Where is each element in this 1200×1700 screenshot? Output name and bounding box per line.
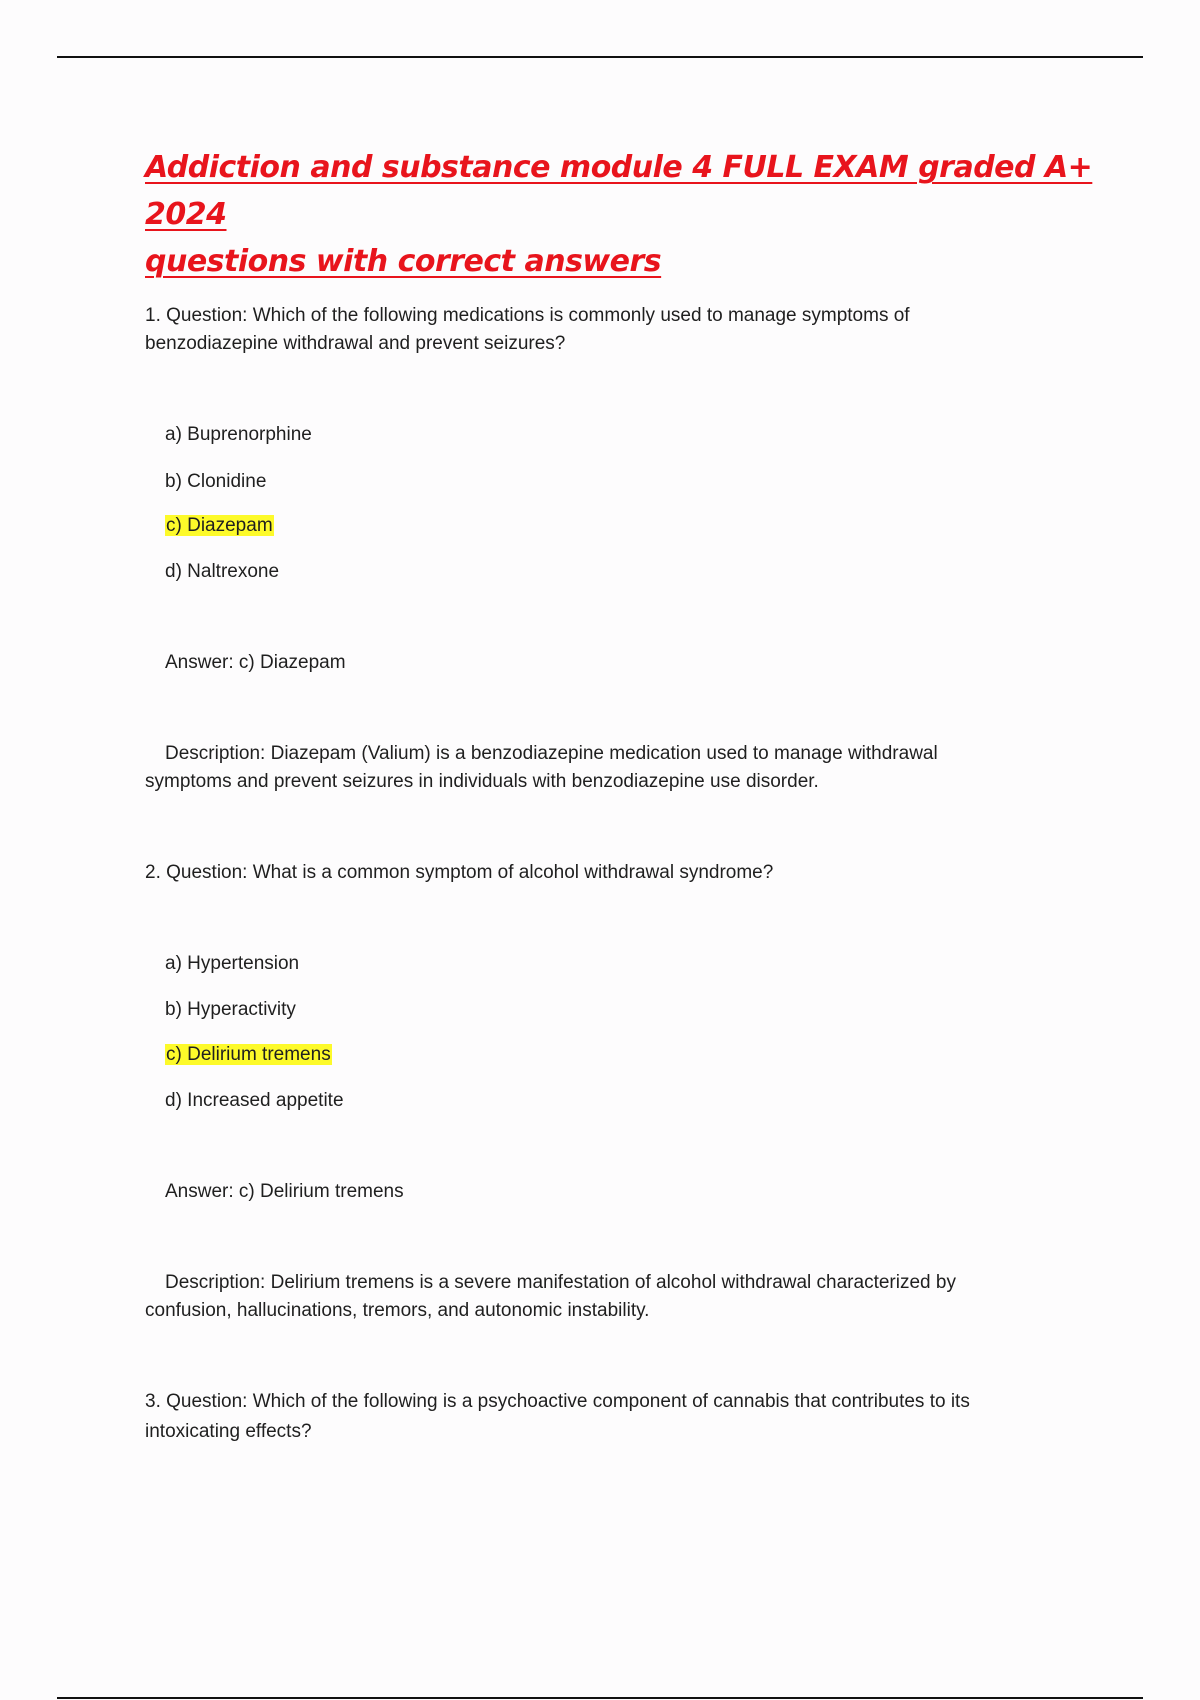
- question-2-option-d: d) Increased appetite: [165, 1090, 344, 1111]
- question-1-option-c: [165, 512, 274, 540]
- question-1-option-a: a) Buprenorphine: [165, 424, 312, 445]
- bottom-rule: [57, 1697, 1143, 1699]
- top-rule: [57, 56, 1143, 58]
- document-title: [145, 144, 1105, 285]
- question-2-description-line-2: confusion, hallucinations, tremors, and autonomic instability.: [145, 1300, 650, 1321]
- title-line-1: Addiction and substance module 4 FULL EXAM graded A+ 2024: [145, 150, 1093, 232]
- highlighted-correct-option: c) Diazepam: [166, 515, 273, 536]
- question-2-option-b: b) Hyperactivity: [165, 999, 296, 1020]
- question-2-text-line-1: 2. Question: What is a common symptom of alcohol withdrawal syndrome?: [145, 862, 774, 883]
- question-1-option-b: b) Clonidine: [165, 471, 267, 492]
- question-1-description-line-2: symptoms and prevent seizures in individuals with benzodiazepine use disorder.: [145, 771, 819, 792]
- question-2-description-line-1: Description: Delirium tremens is a severe manifestation of alcohol withdrawal characterized by: [165, 1272, 956, 1293]
- question-1-text-line-2: benzodiazepine withdrawal and prevent seizures?: [145, 333, 566, 354]
- question-1-description-line-1: Description: Diazepam (Valium) is a benzodiazepine medication used to manage withdrawal: [165, 743, 938, 764]
- question-2-option-c: [165, 1041, 332, 1069]
- highlighted-correct-option: c) Delirium tremens: [166, 1044, 331, 1065]
- question-1-text-line-1: 1. Question: Which of the following medications is commonly used to manage symptoms of: [145, 305, 910, 326]
- question-1-answer: Answer: c) Diazepam: [165, 652, 346, 673]
- question-2-option-a: a) Hypertension: [165, 953, 300, 974]
- question-2-answer: Answer: c) Delirium tremens: [165, 1181, 404, 1202]
- question-1-option-d: d) Naltrexone: [165, 561, 280, 582]
- question-3-text-line-1: 3. Question: Which of the following is a psychoactive component of cannabis that contributes to its: [145, 1391, 970, 1412]
- question-3-text-line-2: intoxicating effects?: [145, 1421, 312, 1442]
- title-line-2: questions with correct answers: [145, 244, 662, 279]
